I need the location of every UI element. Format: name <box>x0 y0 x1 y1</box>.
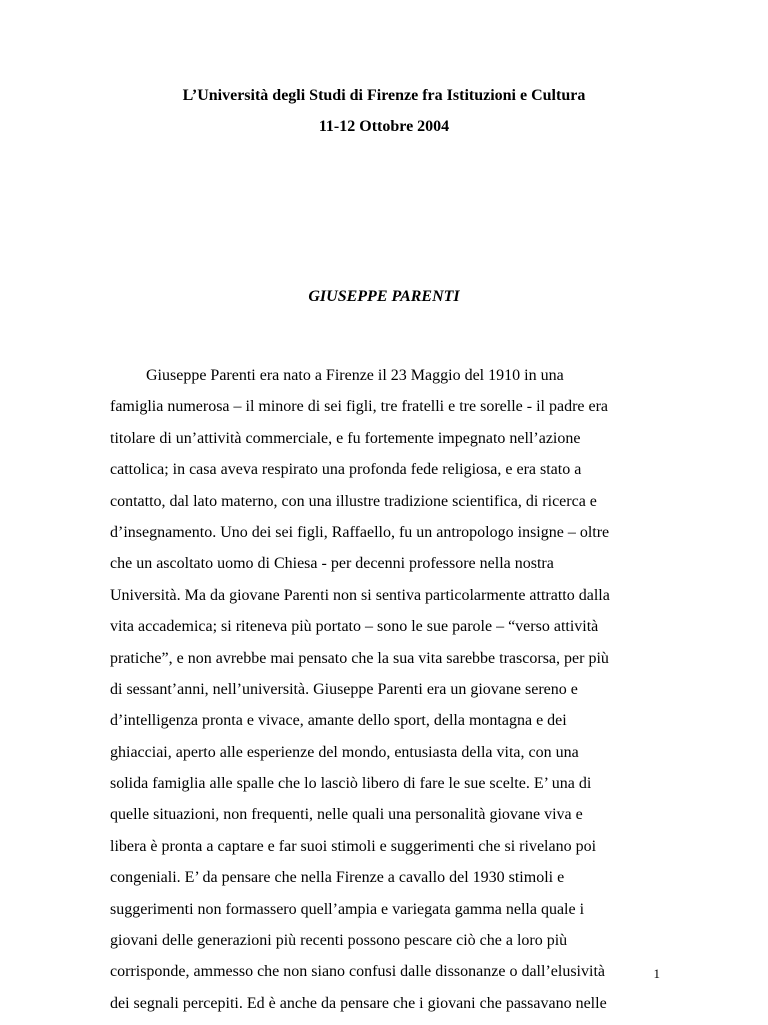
body-line: contatto, dal lato materno, con una illustre tradizione scientifica, di ricerca e <box>110 492 597 510</box>
body-line: vita accademica; si riteneva più portato – sono le sue parole – “verso attività <box>110 618 599 636</box>
body-line: che un ascoltato uomo di Chiesa - per decenni professore nella nostra <box>110 555 554 573</box>
body-line: Giuseppe Parenti era nato a Firenze il 23 Maggio del 1910 in una <box>146 367 564 384</box>
body-line: cattolica; in casa aveva respirato una profonda fede religiosa, e era stato a <box>110 461 582 479</box>
body-line: solida famiglia alle spalle che lo lasciò libero di fare le sue scelte. E’ una di <box>110 775 592 793</box>
body-line: d’insegnamento. Uno dei sei figli, Raffaello, fu un antropologo insigne – oltre <box>110 523 610 541</box>
body-line: corrisponde, ammesso che non siano confusi dalle dissonanze o dall’elusività <box>110 963 605 981</box>
article-body <box>110 366 690 1025</box>
body-line: giovani delle generazioni più recenti possono pescare ciò che a loro più <box>110 932 568 950</box>
body-line: suggerimenti non formassero quell’ampia e variegata gamma nella quale i <box>110 900 585 918</box>
page-number: 1 <box>653 966 660 981</box>
body-line: libera è pronta a captare e far suoi stimoli e suggerimenti che si rivelano poi <box>110 837 597 855</box>
body-line: quelle situazioni, non frequenti, nelle quali una personalità giovane viva e <box>110 806 583 824</box>
body-line: pratiche”, e non avrebbe mai pensato che la sua vita sarebbe trascorsa, per più <box>110 649 609 667</box>
conference-title: L’Università degli Studi di Firenze fra Istituzioni e Cultura <box>182 87 586 104</box>
conference-date: 11-12 Ottobre 2004 <box>318 118 450 135</box>
body-line: d’intelligenza pronta e vivace, amante dello sport, della montagna e dei <box>110 712 567 730</box>
body-line: ghiacciai, aperto alle esperienze del mondo, entusiasta della vita, con una <box>110 743 579 761</box>
body-line: congeniali. E’ da pensare che nella Firenze a cavallo del 1930 stimoli e <box>110 869 565 887</box>
body-line: dei segnali percepiti. Ed è anche da pensare che i giovani che passavano nelle <box>110 994 607 1012</box>
body-line: di sessant’anni, nell’università. Giuseppe Parenti era un giovane sereno e <box>110 680 578 698</box>
body-line: famiglia numerosa – il minore di sei figli, tre fratelli e tre sorelle - il padre era <box>110 398 609 416</box>
body-line: Università. Ma da giovane Parenti non si sentiva particolarmente attratto dalla <box>110 586 610 604</box>
article-title: GIUSEPPE PARENTI <box>308 288 460 305</box>
body-line: titolare di un’attività commerciale, e fu fortemente impegnato nell’azione <box>110 429 581 447</box>
